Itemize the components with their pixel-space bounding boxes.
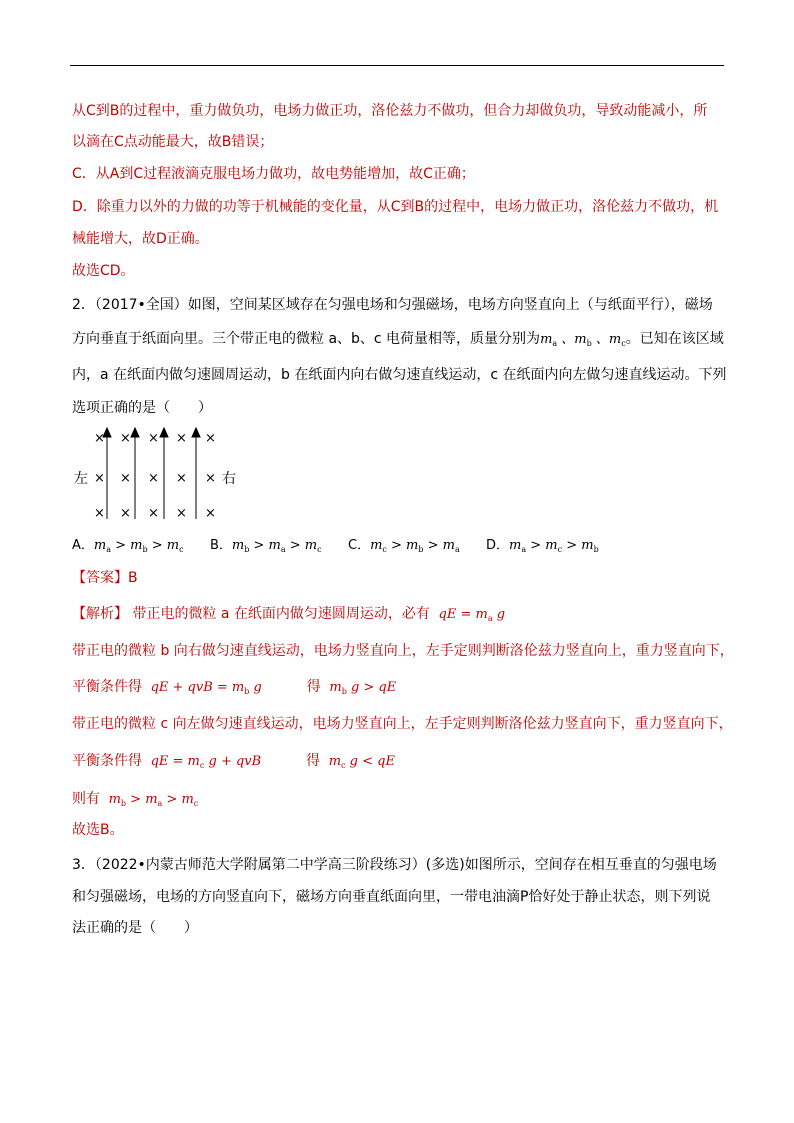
analysis-line-3 (72, 677, 396, 702)
option-a[interactable] (72, 536, 184, 560)
svg-text:×: × (148, 431, 159, 446)
prev-analysis-line-5: 械能增大，故D正确。 (72, 231, 209, 247)
svg-text:×: × (205, 471, 216, 486)
analysis-line-6 (72, 789, 198, 814)
option-d-text: $m_a > m_c > m_b$ (509, 538, 599, 554)
option-a-text: $m_a > m_b > m_c$ (93, 538, 184, 554)
equation-1: qE = $m_a$ g (434, 607, 506, 623)
q3-stem-line-2: 和匀强磁场，电场的方向竖直向下，磁场方向垂直纸面向里，一带电油滴P恰好处于静止状态，则下列说 (72, 889, 711, 905)
then-text: 则有 (72, 791, 100, 807)
option-a-label: A． (72, 538, 94, 553)
q2-stem-line-2 (72, 329, 724, 354)
equation-4: qE = $m_c$ g + qvB (146, 754, 262, 770)
get-text-1: 得 (306, 679, 321, 695)
svg-text:×: × (148, 506, 159, 521)
q2-stem-line-2-text: 方向垂直于纸面向里。三个带正电的微粒 a、b、c 电荷量相等，质量分别为 (72, 331, 541, 347)
analysis-text-1: 带正电的微粒 a 在纸面内做匀速圆周运动，必有 (132, 606, 430, 622)
svg-text:×: × (176, 471, 187, 486)
prev-analysis-line-3: C．从A到C过程液滴克服电场力做功，故电势能增加，故C正确； (72, 166, 475, 182)
q3-stem-line-1: 3．（2022•内蒙古师范大学附属第二中学高三阶段练习）(多选)如图所示，空间存在相互垂直的匀强电场 (72, 857, 717, 873)
answer-line (72, 568, 138, 588)
equation-6: $m_b > m_a > m_c$ (104, 792, 199, 808)
prev-analysis-line-1: 从C到B的过程中，重力做负功，电场力做正功，洛伦兹力不做功，但合力却做负功，导致动能减小，所 (72, 103, 708, 119)
analysis-line-4: 带正电的微粒 c 向左做匀速直线运动，电场力竖直向上，左手定则判断洛伦兹力竖直向下，重力竖直向下， (72, 716, 733, 732)
prev-analysis-line-4: D．除重力以外的力做的功等于机械能的变化量，从C到B的过程中，电场力做正功，洛伦兹力不做功，机 (72, 199, 719, 215)
equation-5: $m_c$ g < qE (324, 754, 395, 770)
header-rule (70, 65, 724, 66)
prev-analysis-line-2: 以滴在C点动能最大，故B错误； (72, 134, 274, 150)
prev-analysis-line-6: 故选CD。 (72, 263, 135, 279)
q2-stem-line-3: 内，a 在纸面内做匀速圆周运动，b 在纸面内向右做匀速直线运动，c 在纸面内向左做匀速直线运动。下列 (72, 367, 727, 383)
analysis-text-5: 平衡条件得 (72, 753, 142, 769)
equation-2: qE + qvB = $m_b$ g (146, 680, 262, 696)
svg-text:×: × (148, 471, 159, 486)
q2-stem-line-2-end: 。已知在该区域 (625, 331, 724, 347)
svg-text:×: × (205, 506, 216, 521)
equation-3: $m_b$ g > qE (325, 680, 397, 696)
svg-text:×: × (120, 431, 131, 446)
option-b-label: B． (210, 538, 232, 553)
analysis-line-5 (72, 751, 395, 776)
analysis-label: 【解析】 (72, 606, 128, 622)
svg-text:×: × (120, 471, 131, 486)
analysis-text-3: 平衡条件得 (72, 679, 142, 695)
answer-value: B (128, 570, 138, 586)
analysis-line-2: 带正电的微粒 b 向右做匀速直线运动，电场力竖直向上，左手定则判断洛伦兹力竖直向上，重力竖直向下， (72, 643, 734, 659)
option-d[interactable] (486, 536, 599, 560)
option-c-text: $m_c > m_b > m_a$ (370, 538, 460, 554)
option-c[interactable] (348, 536, 460, 560)
figure-left-label: 左 (74, 471, 88, 487)
option-d-label: D． (486, 538, 510, 553)
option-b[interactable] (210, 536, 322, 560)
q3-stem-line-3: 法正确的是（ ） (72, 920, 198, 936)
figure-right-label: 右 (222, 471, 236, 487)
analysis-conclusion: 故选B。 (72, 822, 124, 838)
q2-stem-line-1: 2．（2017•全国）如图，空间某区域存在匀强电场和匀强磁场，电场方向竖直向上（与纸面平行），磁场 (72, 297, 713, 313)
magnetic-crosses (94, 431, 216, 521)
answer-label: 【答案】 (72, 570, 128, 586)
option-b-text: $m_b > m_a > m_c$ (231, 538, 322, 554)
svg-text:×: × (176, 506, 187, 521)
svg-text:×: × (120, 506, 131, 521)
svg-text:×: × (94, 471, 105, 486)
analysis-line-1 (72, 604, 505, 629)
q2-field-figure (70, 425, 250, 525)
svg-text:×: × (176, 431, 187, 446)
q2-mass-list: $m_a$ 、$m_b$ 、$m_c$ (540, 332, 626, 348)
svg-text:×: × (205, 431, 216, 446)
option-c-label: C． (348, 538, 371, 553)
q2-stem-line-4: 选项正确的是（ ） (72, 400, 212, 416)
svg-text:×: × (94, 506, 105, 521)
svg-text:×: × (94, 431, 105, 446)
get-text-2: 得 (306, 753, 321, 769)
